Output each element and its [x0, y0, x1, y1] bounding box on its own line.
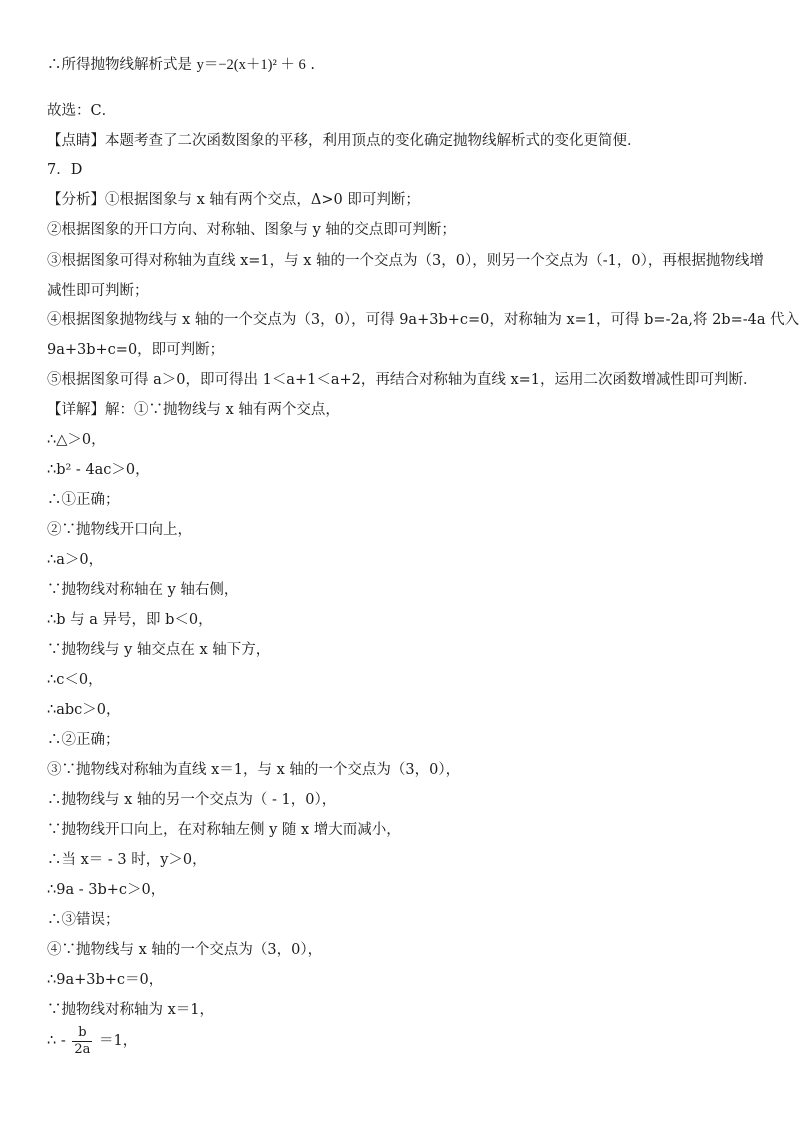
fraction-denominator: 2a [74, 1041, 91, 1057]
text-conclusion-label: ∴所得抛物线解析式是 [47, 57, 192, 73]
text-line-23: ∴②正确； [47, 732, 120, 748]
fraction-numerator: b [78, 1024, 87, 1040]
parabola-formula: y＝−2(x＋1)² ＋ 6 [196, 57, 306, 73]
text-line-27: ∴当 x＝ - 3 时，y＞0， [47, 852, 207, 868]
fraction [72, 1025, 92, 1058]
text-line-18: ∵抛物线对称轴在 y 轴右侧， [47, 582, 239, 598]
text-line-33 [47, 1024, 137, 1058]
text-line-15: ∴①正确； [47, 492, 120, 508]
text-line-30: ④∵抛物线与 x 轴的一个交点为（3，0）， [47, 942, 323, 958]
therefore-minus: ∴ - [47, 1033, 66, 1049]
text-line-5: 【分析】①根据图象与 x 轴有两个交点，Δ>0 即可判断； [47, 192, 420, 208]
text-line-29: ∴③错误； [47, 912, 120, 928]
question-number: 7．D [47, 162, 83, 178]
text-line-7: ③根据图象可得对称轴为直线 x=1，与 x 轴的一个交点为（3，0），则另一个交点为（-1，0），再根据抛物线增 [47, 253, 764, 269]
text-line-32: ∵抛物线对称轴为 x＝1， [47, 1002, 215, 1018]
text-line-25: ∴抛物线与 x 轴的另一个交点为（ - 1，0）， [47, 792, 337, 808]
text-period: . [310, 57, 316, 73]
text-line-26: ∵抛物线开口向上，在对称轴左侧 y 随 x 增大而减小， [47, 822, 401, 838]
text-line-1 [47, 55, 315, 75]
text-line-14: ∴b² - 4ac＞0， [47, 462, 150, 478]
equals-one: ＝1， [98, 1033, 138, 1049]
text-line-11: ⑤根据图象可得 a＞0，即可得出 1＜a+1＜a+2，再结合对称轴为直线 x=1，运用二次函数增减性即可判断． [47, 372, 758, 388]
text-line-6: ②根据图象的开口方向、对称轴、图象与 y 轴的交点即可判断； [47, 222, 456, 238]
text-line-31: ∴9a+3b+c＝0， [47, 972, 164, 988]
text-line-19: ∴b 与 a 异号，即 b＜0， [47, 612, 213, 628]
text-line-2: 故选：C． [47, 103, 117, 119]
text-line-16: ②∵抛物线开口向上， [47, 522, 192, 538]
text-line-17: ∴a＞0， [47, 552, 104, 568]
text-line-10: 9a+3b+c=0，即可判断； [47, 342, 225, 358]
text-line-20: ∵抛物线与 y 轴交点在 x 轴下方， [47, 642, 271, 658]
text-line-8: 减性即可判断； [47, 283, 149, 299]
text-line-3: 【点睛】本题考查了二次函数图象的平移，利用顶点的变化确定抛物线解析式的变化更简便． [47, 133, 642, 149]
text-line-21: ∴c＜0， [47, 672, 103, 688]
text-line-22: ∴abc＞0， [47, 702, 121, 718]
text-line-9: ④根据图象抛物线与 x 轴的一个交点为（3，0），可得 9a+3b+c=0，对称轴为 x=1，可得 b=-2a,将 2b=-4a 代入 [47, 312, 800, 328]
text-line-12: 【详解】解：①∵抛物线与 x 轴有两个交点， [47, 402, 340, 418]
text-line-24: ③∵抛物线对称轴为直线 x＝1，与 x 轴的一个交点为（3，0）， [47, 762, 461, 778]
text-line-13: ∴△＞0， [47, 432, 106, 448]
text-line-28: ∴9a - 3b+c＞0， [47, 882, 166, 898]
